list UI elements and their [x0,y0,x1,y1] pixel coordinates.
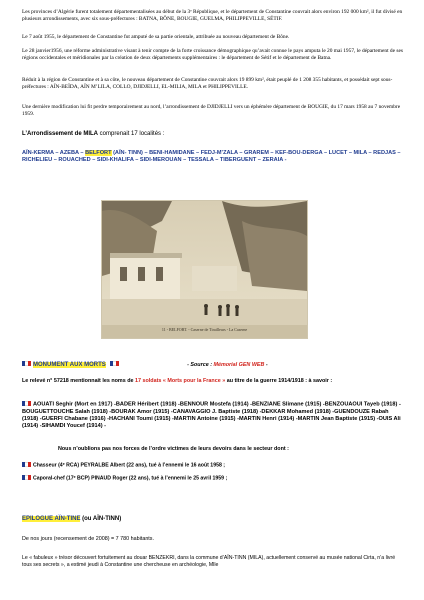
soldiers-list [22,401,406,430]
intro-paragraph-5: Une dernière modification lui fit perdre temporairement au nord, l’arrondissement de DJIDJELLI vers un éphémère département de BOUGIE, du 17 mars 1958 au 7 novembre 1959. [22,104,401,117]
arrondissement-title: L’Arrondissement de MILA [22,131,99,137]
french-flag-icon [22,401,31,406]
intro-paragraph-3: Le 28 janvier1956, une réforme administrative visant à tenir compte de la forte croissance démographique qu’avait connue le pays amputa le 20 mai 1957, le département de ses régions occidentales et méridionales par la création de deux départements supplémentaires : le département de Sétif et le département de Batna. [22,48,403,61]
source-end: - [264,361,268,368]
monument-title: MONUMENT AUX MORTS [33,361,106,368]
epilogue-heading [22,516,406,523]
french-flag-icon [22,475,31,480]
intro-paragraph-2: Le 7 août 1955, le département de Constantine fut amputé de sa partie orientale, attribuée au nouveau département de Bône. [22,34,290,40]
belfort-highlight: BELFORT [85,150,112,156]
postcard-photo-image [102,201,307,338]
arrondissement-title-rest: comprenait 17 localités : [98,131,165,137]
releve-paragraph [22,378,406,385]
localities-part-b: (AÏN- TINN) – BENI-HAMIDANE – FEDJ-M’ZALA – GRAREM – KEF-BOU-DERGA – LUCET – MILA – REDJAS – RICHELIEU – ROUACHED – SIDI-KHALIFA – SIDI-MEROUAN – TESSALA – TIBERGUENT – ZERAIA - [22,150,401,164]
forces-item-2-text: Caporal-chef (17ᵉ BCP) PINAUD Roger (22 ans), tué à l’ennemi le 25 avril 1959 ; [33,475,228,482]
forces-item-2 [22,475,406,482]
releve-highlight: 17 soldats « Morts pour la France » [135,378,226,384]
forces-heading: Nous n’oublions pas nos forces de l’ordre victimes de leurs devoirs dans le secteur dont : [58,446,289,452]
epilogue-paragraph-2: Le « fabuleux » trésor découvert fortuitement au douar BENZEKRI, dans la commune d’AÏN-TINN (MILA), actuellement conservé au musée national Cirta, n’a livré tous ses secrets », a estimé jeudi à Constantine une chercheuse en archéologie, Mlle [22,555,396,568]
french-flag-icon [22,462,31,467]
intro-paragraph-1: Les provinces d’Algérie furent totalement départementalisées au début de la 3ᵉ République, et le département de Constantine couvrait alors environ 192 000 km², il fut divisé en plusieurs arrondissements, avec six sous-préfectures : BATNA, BÔNE, BOUGIE, GUELMA, PHILIPPEVILLE, SÉTIF. [22,9,403,22]
localities-part-a: AÏN-KERMA – AZEBA – [22,150,86,156]
forces-item-1-text: Chasseur (4ᵉ RCA) PEYRALBE Albert (22 ans), tué à l’ennemi le 16 août 1958 ; [33,462,226,469]
epilogue-title: EPILOGUE AÏN-TINE [22,516,81,522]
postcard-photo [101,200,308,339]
source-label: - Source : [187,361,214,368]
epilogue-paragraph-1: De nos jours (recensement de 2008) = 7 780 habitants. [22,536,155,542]
postcard-caption: 11 - BELFORT. - Caserne de Tirailleurs - La Caserne [161,327,248,332]
french-flag-icon [22,361,31,366]
intro-paragraph-4: Réduit à la région de Constantine et à sa côte, le nouveau département de Constantine couvrait alors 19 899 km², était peuplé de 1 208 355 habitants, et possédait sept sous-préfectures : AÏN-BEÏDA, AÏN M’LILA, COLLO, DJIDJELLI, EL-MILIA, MILA et PHILIPPEVILLE. [22,77,393,90]
forces-item-1 [22,462,406,469]
localities-list [22,150,406,164]
arrondissement-heading [22,131,406,138]
epilogue-title-rest: (ou AÏN-TINN) [80,516,122,522]
french-flag-icon [110,361,119,366]
releve-text-a: Le relevé n° 57218 mentionnait les noms de [22,378,136,384]
source-link[interactable]: Mémorial GEN WEB [213,361,265,368]
soldiers-names: AOUATI Seghir (Mort en 1917) -BADER Héribert (1918) -BENNOUR Mostefa (1914) -BENZIANE Slimane (1915) -BENZOUAOUI Tayeb (1918) -BOUGUETTOUCHE Salah (1918) -BOURAK Amor (1915) -CANAVAGGIO J. Baptiste (1918) -DEKKAR Mohamed (1918) -GUENDOUZE Rabah (1918) -GUERFI Chabane (1916) -HACHANI Toumi (1915) -MARTIN Antoine (1915) -MARTIN Henri (1914) -MARTIN Jean Baptiste (1915) -OUIS Ali (1914) -SIHAMDI Youcef (1914) - [22,401,401,430]
releve-text-b: au titre de la guerre 1914/1918 : à savoir : [225,378,333,384]
monument-heading [22,361,406,368]
